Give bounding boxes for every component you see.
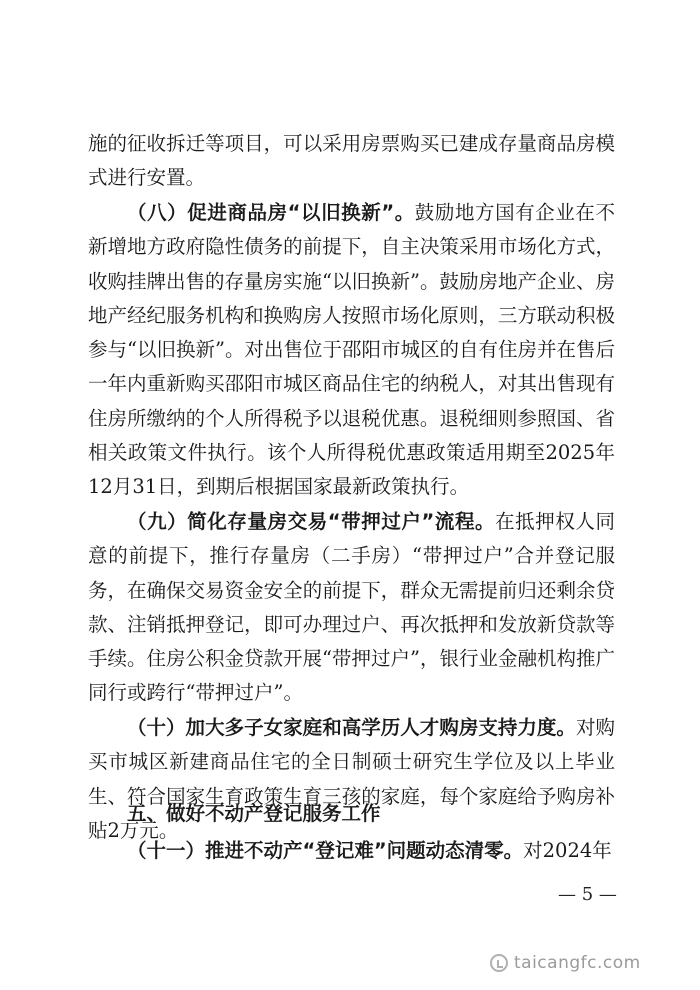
- section-heading: 五、做好不动产登记服务工作: [127, 802, 381, 825]
- paragraph-lead: （十）加大多子女家庭和高学历人才购房支持力度。: [127, 716, 576, 739]
- paragraph-lead: （九）简化存量房交易“带押过户”流程。: [127, 510, 496, 533]
- check-circle-icon: [490, 954, 508, 972]
- paragraph-trade-in: [88, 196, 615, 505]
- paragraph-continuation: 施的征收拆迁等项目，可以采用房票购买已建成存量商品房模式进行安置。: [88, 132, 615, 190]
- paragraph-mortgage-transfer: [88, 505, 615, 711]
- paragraph-body: 对2024年: [523, 839, 612, 862]
- paragraph-body: 在抵押权人同意的前提下，推行存量房（二手房）“带押过户”合并登记服务，在确保交易资金安全的前提下，群众无需提前归还剩余贷款、注销抵押登记，即可办理过户、再次抵押和发放新贷款等手续。住房公积金贷款开展“带押过户”，银行业金融机构推广同行或跨行“带押过户”。: [88, 510, 615, 705]
- paragraph-body: 鼓励地方国有企业在不新增地方政府隐性债务的前提下，自主决策采用市场化方式，收购挂牌出售的存量房实施“以旧换新”。鼓励房地产企业、房地产经纪服务机构和换购房人按照市场化原则，三方联动积极参与“以旧换新”。对出售位于邵阳市城区的自有住房并在售后一年内重新购买邵阳市城区商品住宅的纳税人，对其出售现有住房所缴纳的个人所得税予以退税优惠。退税细则参照国、省相关政策文件执行。该个人所得税优惠政策适用期至2025年12月31日，到期后根据国家最新政策执行。: [88, 201, 615, 499]
- watermark-text: taicangfc.com: [514, 953, 641, 973]
- page-number: — 5 —: [558, 884, 617, 905]
- paragraph-body: 对购买市城区新建商品住宅的全日制硕士研究生学位及以上毕业生、符合国家生育政策生育三孩的家庭，每个家庭给予购房补贴2万元。: [88, 716, 615, 842]
- paragraph-lead: （八）促进商品房“以旧换新”。: [127, 201, 415, 224]
- paragraph-lead: （十一）推进不动产“登记难”问题动态清零。: [127, 839, 524, 862]
- paragraph-registration: [88, 834, 615, 868]
- watermark: [490, 953, 641, 973]
